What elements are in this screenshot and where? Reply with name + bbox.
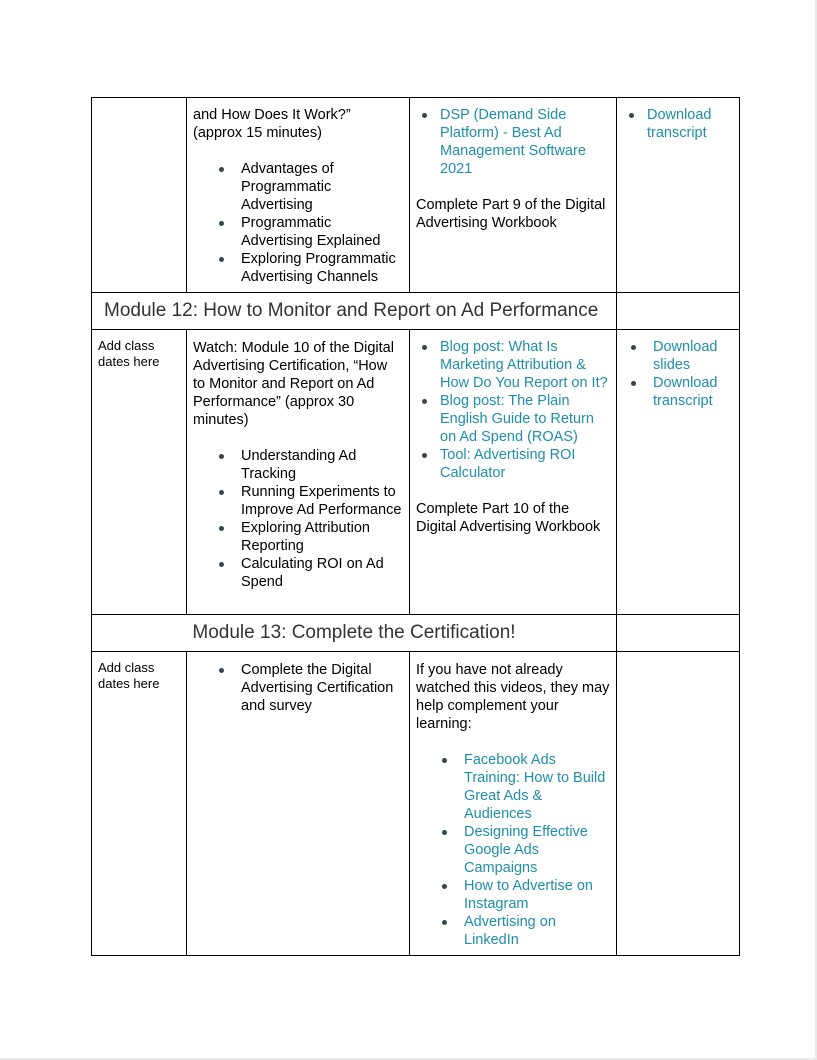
bullet-icon [219,526,224,531]
list-item: Exploring Attribution Reporting [241,519,403,555]
table-row [92,98,740,293]
dates-cell [92,652,187,956]
bullet-icon [422,113,427,118]
bullet-icon [442,758,447,763]
instagram-link[interactable]: How to Advertise on Instagram [464,878,593,912]
content-cell [187,330,410,615]
resource-list [416,338,610,482]
list-item [653,338,733,374]
resources-cell [410,98,617,293]
download-transcript-link[interactable]: Download transcript [653,375,718,409]
list-item: Understanding Ad Tracking [241,447,403,483]
bullet-icon [631,345,636,350]
watch-text: Watch: Module 10 of the Digital Advertising Certification, “How to Monitor and Report on Ad Performance” (approx 30 minutes) [193,340,394,428]
list-item: Exploring Programmatic Advertising Channels [241,250,403,286]
downloads-cell [617,98,740,293]
bullet-icon [219,668,224,673]
empty-cell [617,293,740,330]
downloads-cell [617,652,740,956]
bullet-icon [629,113,634,118]
roas-blog-link[interactable]: Blog post: The Plain English Guide to Return on Ad Spend (ROAS) [440,393,594,445]
linkedin-link[interactable]: Advertising on LinkedIn [464,914,556,948]
download-list [623,338,733,410]
class-dates-text: Add class dates here [98,660,160,691]
list-item [440,446,610,482]
content-cell [187,98,410,293]
module-title-cell [92,293,617,330]
topic-list [193,160,403,286]
list-item [464,913,610,949]
dates-cell [92,330,187,615]
resource-list [416,106,610,178]
resources-cell [410,330,617,615]
list-item [464,823,610,877]
list-item [647,106,733,142]
topic-list [193,447,403,591]
module-12-title: Module 12: How to Monitor and Report on Ad Performance [104,300,599,321]
list-item [440,338,610,392]
bullet-icon [219,257,224,262]
bullet-icon [219,490,224,495]
downloads-cell [617,330,740,615]
workbook-task: Complete Part 9 of the Digital Advertising Workbook [416,197,606,231]
class-dates-text: Add class dates here [98,338,160,369]
roi-calculator-link[interactable]: Tool: Advertising ROI Calculator [440,447,576,481]
dates-cell [92,98,187,293]
download-slides-link[interactable]: Download slides [653,339,718,373]
bullet-icon [422,453,427,458]
bullet-icon [422,399,427,404]
list-item [440,106,610,178]
facebook-ads-link[interactable]: Facebook Ads Training: How to Build Great Ads & Audiences [464,752,606,822]
task-list [193,661,403,715]
list-item: Programmatic Advertising Explained [241,214,403,250]
list-item [464,751,610,823]
bullet-icon [219,221,224,226]
list-item [464,877,610,913]
list-item: Complete the Digital Advertising Certification and survey [241,661,403,715]
module-header-row [92,293,740,330]
list-item: Calculating ROI on Ad Spend [241,555,403,591]
table-row [92,652,740,956]
resources-cell [410,652,617,956]
attribution-blog-link[interactable]: Blog post: What Is Marketing Attribution & How Do You Report on It? [440,339,608,391]
module-13-title: Module 13: Complete the Certification! [192,622,516,643]
list-item: Running Experiments to Improve Ad Performance [241,483,403,519]
table-row [92,330,740,615]
videos-note: If you have not already watched this videos, they may help complement your learning: [416,662,610,732]
google-ads-link[interactable]: Designing Effective Google Ads Campaigns [464,824,588,876]
bullet-icon [631,381,636,386]
bullet-icon [442,920,447,925]
empty-cell [617,615,740,652]
bullet-icon [219,562,224,567]
list-item: Advantages of Programmatic Advertising [241,160,403,214]
bullet-icon [219,167,224,172]
list-item [440,392,610,446]
bullet-icon [442,884,447,889]
schedule-table [91,97,740,956]
download-transcript-link[interactable]: Download transcript [647,107,712,141]
bullet-icon [442,830,447,835]
download-list [623,106,733,142]
list-item [653,374,733,410]
watch-text: and How Does It Work?” (approx 15 minutes) [193,107,351,141]
module-header-row [92,615,740,652]
workbook-task: Complete Part 10 of the Digital Advertising Workbook [416,501,601,535]
dsp-link[interactable]: DSP (Demand Side Platform) - Best Ad Management Software 2021 [440,107,586,177]
content-cell [187,652,410,956]
bullet-icon [422,345,427,350]
video-list [416,751,610,949]
bullet-icon [219,454,224,459]
module-title-cell [92,615,617,652]
